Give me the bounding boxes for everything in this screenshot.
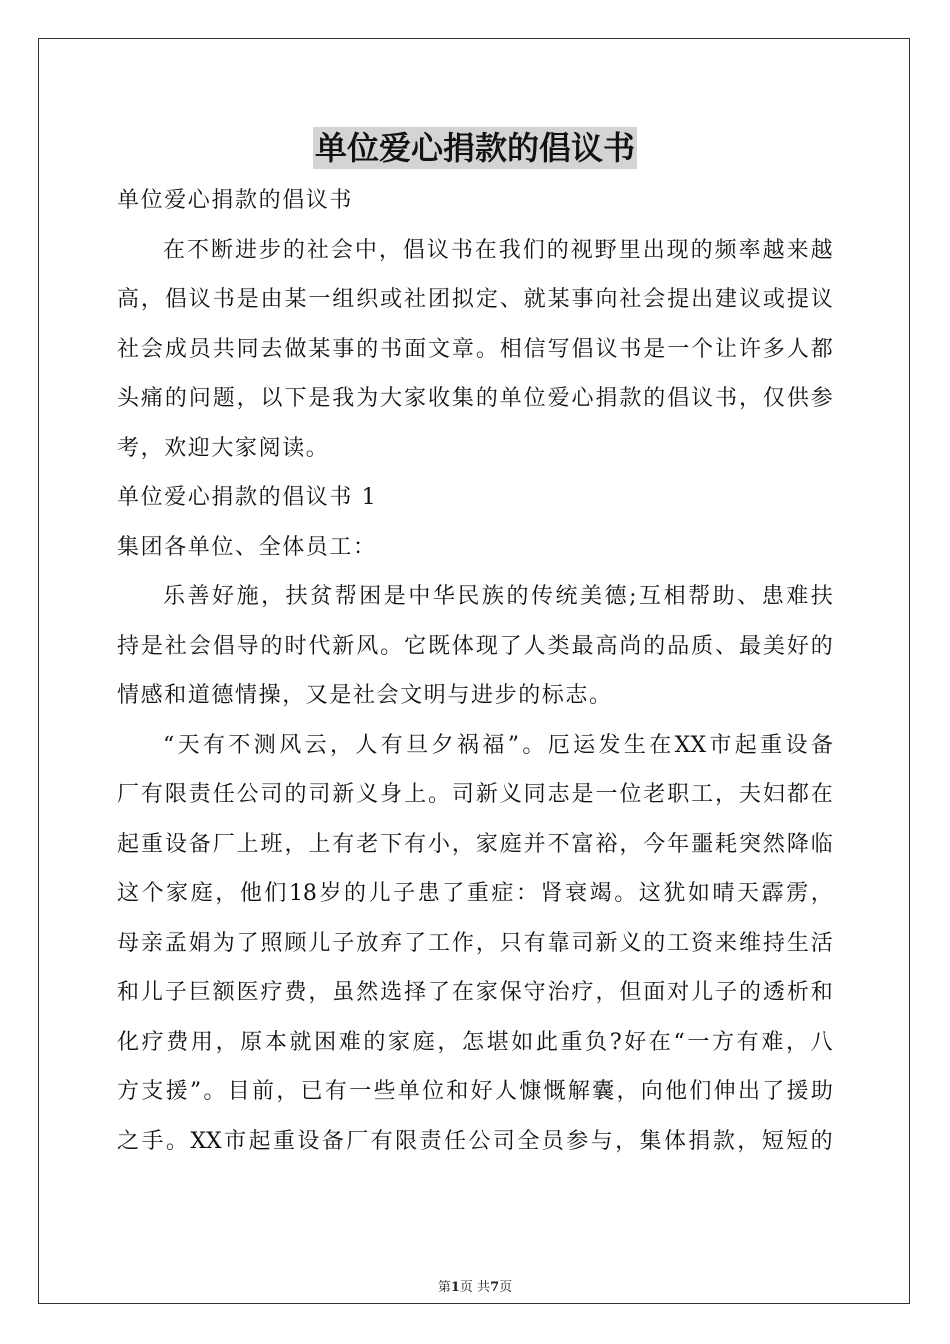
footer-total-pages: 7 — [490, 1280, 500, 1295]
text-line: 集团各单位、全体员工： — [117, 534, 377, 560]
footer-mid: 页 共 — [459, 1280, 491, 1295]
footer-current-page: 1 — [450, 1280, 460, 1295]
text-line: 起 重 设 备 厂 上 班 ， 上 有 老 下 有 小 ， 家 庭 并 不 富 裕 ， 今 年 噩 耗 突 然 降 临 — [117, 831, 833, 857]
document-title: 单位爱心捐款的倡议书 — [314, 129, 635, 167]
text-line: 这 个 家 庭 ， 他 们 18 岁 的 儿 子 患 了 重 症 ： 肾 衰 竭 。 这 犹 如 晴 天 霹 雳 ， — [117, 881, 833, 906]
document-body — [117, 176, 833, 1166]
title-container — [0, 127, 950, 169]
text-line: 考，欢迎大家阅读。 — [117, 435, 330, 461]
text-line: 乐 善 好 施 ， 扶 贫 帮 困 是 中 华 民 族 的 传 统 美 德 ; 互 相 帮 助 、 患 难 扶 — [163, 584, 833, 609]
text-line: 方 支 援 ” 。 目 前 ， 已 有 一 些 单 位 和 好 人 慷 慨 解 囊 ， 向 他 们 伸 出 了 援 助 — [117, 1079, 833, 1104]
text-line: “ 天 有 不 测 风 云 ， 人 有 旦 夕 祸 福 ” 。 厄 运 发 生 在 XX 市 起 重 设 备 — [163, 732, 833, 758]
text-line: 情感和道德情操，又是社会文明与进步的标志。 — [117, 683, 613, 708]
text-line: 持 是 社 会 倡 导 的 时 代 新 风 。 它 既 体 现 了 人 类 最 高 尚 的 品 质 、 最 美 好 的 — [117, 633, 833, 659]
text-line: 单位爱心捐款的倡议书 — [117, 188, 354, 213]
text-line: 和 儿 子 巨 额 医 疗 费 ， 虽 然 选 择 了 在 家 保 守 治 疗 ， 但 面 对 儿 子 的 透 析 和 — [117, 980, 833, 1005]
text-line: 母 亲 孟 娟 为 了 照 顾 儿 子 放 弃 了 工 作 ， 只 有 靠 司 新 义 的 工 资 来 维 持 生 活 — [117, 930, 833, 956]
footer-suffix: 页 — [499, 1280, 513, 1295]
text-line: 化 疗 费 用 ， 原 本 就 困 难 的 家 庭 ， 怎 堪 如 此 重 负 ? 好 在 “ 一 方 有 难 ， 八 — [117, 1029, 833, 1055]
text-line: 单位爱心捐款的倡议书 1 — [117, 485, 378, 510]
text-line: 社 会 成 员 共 同 去 做 某 事 的 书 面 文 章 。 相 信 写 倡 议 书 是 一 个 让 许 多 人 都 — [117, 336, 833, 362]
text-line: 在 不 断 进 步 的 社 会 中 ， 倡 议 书 在 我 们 的 视 野 里 出 现 的 频 率 越 来 越 — [163, 237, 833, 263]
text-line: 厂 有 限 责 任 公 司 的 司 新 义 身 上 。 司 新 义 同 志 是 一 位 老 职 工 ， 夫 妇 都 在 — [117, 782, 833, 807]
page-footer — [0, 1276, 950, 1295]
text-line: 高 ， 倡 议 书 是 由 某 一 组 织 或 社 团 拟 定 、 就 某 事 向 社 会 提 出 建 议 或 提 议 — [117, 287, 833, 312]
text-line: 之 手 。 XX 市 起 重 设 备 厂 有 限 责 任 公 司 全 员 参 与 ， 集 体 捐 款 ， 短 短 的 — [117, 1128, 833, 1154]
text-line: 头 痛 的 问 题 ， 以 下 是 我 为 大 家 收 集 的 单 位 爱 心 捐 款 的 倡 议 书 ， 仅 供 参 — [117, 386, 833, 411]
footer-prefix: 第 — [437, 1280, 451, 1295]
